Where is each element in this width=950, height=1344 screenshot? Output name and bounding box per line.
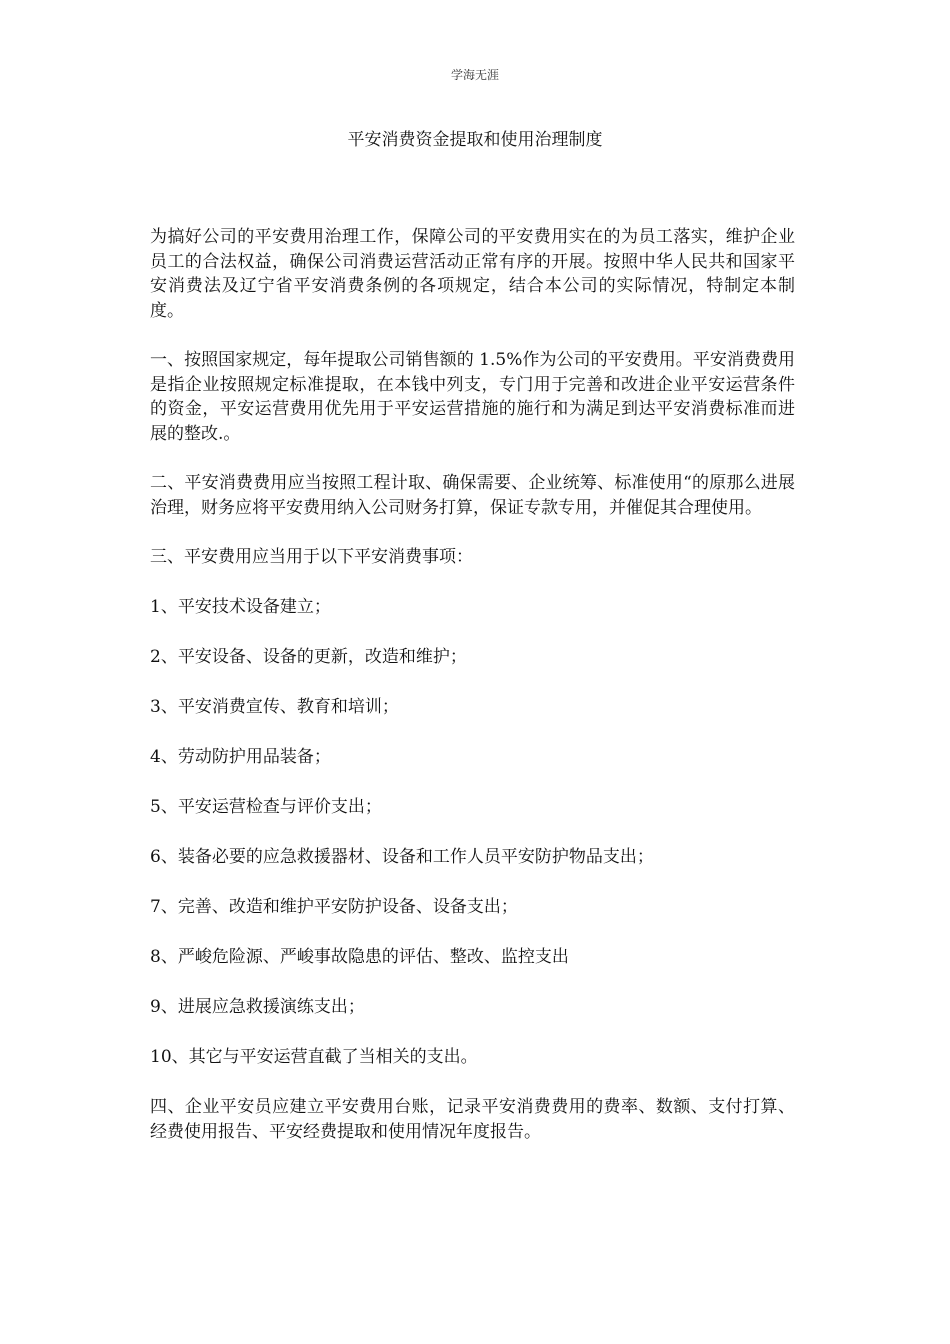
intro-paragraph: 为搞好公司的平安费用治理工作，保障公司的平安费用实在的为员工落实，维护企业员工的合法权益，确保公司消费运营活动正常有序的开展。按照中华人民共和国家平安消费法及辽宁省平安消费条例的各项规定，结合本公司的实际情况，特制定本制度。 bbox=[150, 227, 795, 321]
list-item: 9、进展应急救援演练支出； bbox=[150, 997, 365, 1017]
list-item: 6、装备必要的应急救援器材、设备和工作人员平安防护物品支出； bbox=[150, 847, 654, 867]
list-item: 7、完善、改造和维护平安防护设备、设备支出； bbox=[150, 897, 518, 917]
section-3-paragraph: 三、平安费用应当用于以下平安消费事项： bbox=[150, 547, 473, 567]
section-4-paragraph: 四、企业平安员应建立平安费用台账，记录平安消费费用的费率、数额、支付打算、经费使用报告、平安经费提取和使用情况年度报告。 bbox=[150, 1097, 795, 1142]
section-2-paragraph: 二、平安消费费用应当按照工程计取、确保需要、企业统筹、标准使用“的原那么进展治理，财务应将平安费用纳入公司财务打算，保证专款专用，并催促其合理使用。 bbox=[150, 473, 795, 518]
list-item: 1、平安技术设备建立； bbox=[150, 597, 331, 617]
list-item: 3、平安消费宣传、教育和培训； bbox=[150, 697, 399, 717]
list-item: 4、劳动防护用品装备； bbox=[150, 747, 331, 767]
section-1-paragraph: 一、按照国家规定，每年提取公司销售额的 1.5%作为公司的平安费用。平安消费费用是指企业按照规定标准提取，在本钱中列支，专门用于完善和改进企业平安运营条件的资金，平安运营费用优先用于平安运营措施的施行和为满足到达平安消费标准而进展的整改.。 bbox=[150, 350, 795, 444]
document-title: 平安消费资金提取和使用治理制度 bbox=[347, 130, 603, 150]
list-item: 2、平安设备、设备的更新，改造和维护； bbox=[150, 647, 467, 667]
document-body bbox=[150, 225, 795, 1169]
page-header: 学海无涯 bbox=[450, 68, 499, 82]
list-item: 8、严峻危险源、严峻事故隐患的评估、整改、监控支出 bbox=[150, 947, 569, 967]
list-item: 10、其它与平安运营直截了当相关的支出。 bbox=[150, 1047, 478, 1067]
list-item: 5、平安运营检查与评价支出； bbox=[150, 797, 382, 817]
